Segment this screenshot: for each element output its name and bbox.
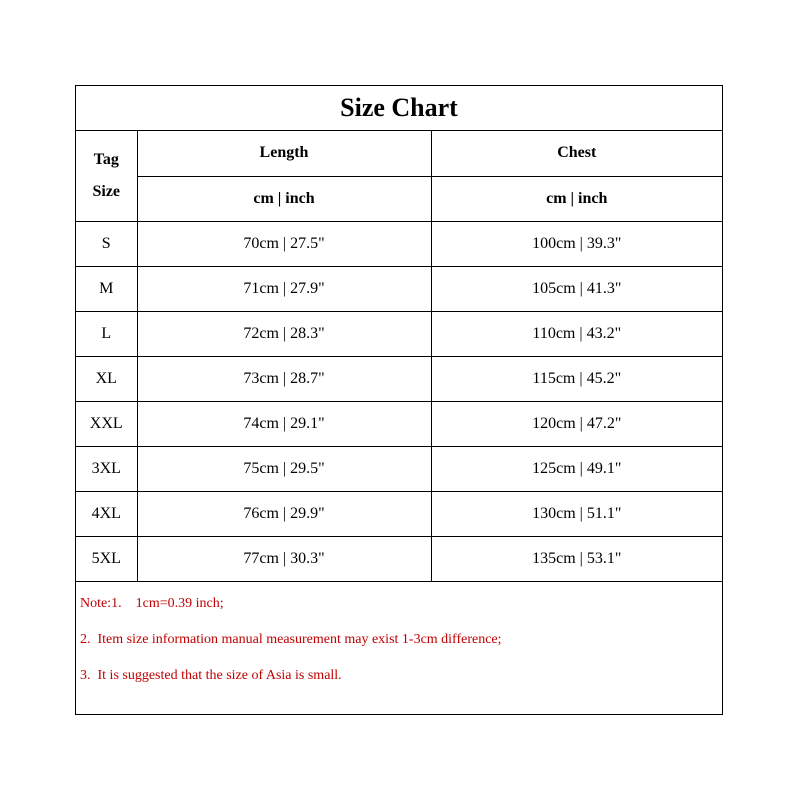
note-1: Note:1. 1cm=0.39 inch; <box>80 595 224 611</box>
table-row <box>76 266 722 311</box>
table-row <box>76 401 722 446</box>
table-row <box>76 311 722 356</box>
table-row <box>76 536 722 581</box>
length-cell: 73cm | 28.7" <box>137 356 431 401</box>
table-row <box>76 446 722 491</box>
table-row <box>76 221 722 266</box>
table-row <box>76 491 722 536</box>
unit-row <box>76 176 722 221</box>
tag-size-header <box>76 131 137 221</box>
chest-header: Chest <box>431 131 722 176</box>
length-cell: 72cm | 28.3" <box>137 311 431 356</box>
chest-cell: 135cm | 53.1" <box>431 536 722 581</box>
size-cell: M <box>76 266 137 311</box>
length-cell: 76cm | 29.9" <box>137 491 431 536</box>
size-chart <box>75 85 723 715</box>
length-cell: 70cm | 27.5" <box>137 221 431 266</box>
header-row <box>76 131 722 176</box>
size-cell: 5XL <box>76 536 137 581</box>
tag-size-label-line2: Size <box>92 182 121 200</box>
chest-cell: 110cm | 43.2" <box>431 311 722 356</box>
tag-size-label-line1: Tag <box>93 150 119 168</box>
length-unit: cm | inch <box>137 176 431 221</box>
chest-unit: cm | inch <box>431 176 722 221</box>
size-cell: XL <box>76 356 137 401</box>
chest-cell: 105cm | 41.3" <box>431 266 722 311</box>
chest-cell: 130cm | 51.1" <box>431 491 722 536</box>
size-cell: S <box>76 221 137 266</box>
size-cell: 4XL <box>76 491 137 536</box>
chest-cell: 100cm | 39.3" <box>431 221 722 266</box>
length-cell: 77cm | 30.3" <box>137 536 431 581</box>
chest-cell: 120cm | 47.2" <box>431 401 722 446</box>
table-row <box>76 356 722 401</box>
length-cell: 71cm | 27.9" <box>137 266 431 311</box>
note-2: 2. Item size information manual measurement may exist 1-3cm difference; <box>80 631 502 647</box>
size-cell: XXL <box>76 401 137 446</box>
size-cell: L <box>76 311 137 356</box>
length-header: Length <box>137 131 431 176</box>
chart-title: Size Chart <box>76 86 722 131</box>
length-cell: 75cm | 29.5" <box>137 446 431 491</box>
chest-cell: 115cm | 45.2" <box>431 356 722 401</box>
note-3: 3. It is suggested that the size of Asia is small. <box>80 667 342 683</box>
notes-section <box>76 582 722 694</box>
chest-cell: 125cm | 49.1" <box>431 446 722 491</box>
size-cell: 3XL <box>76 446 137 491</box>
size-table <box>76 131 722 582</box>
length-cell: 74cm | 29.1" <box>137 401 431 446</box>
